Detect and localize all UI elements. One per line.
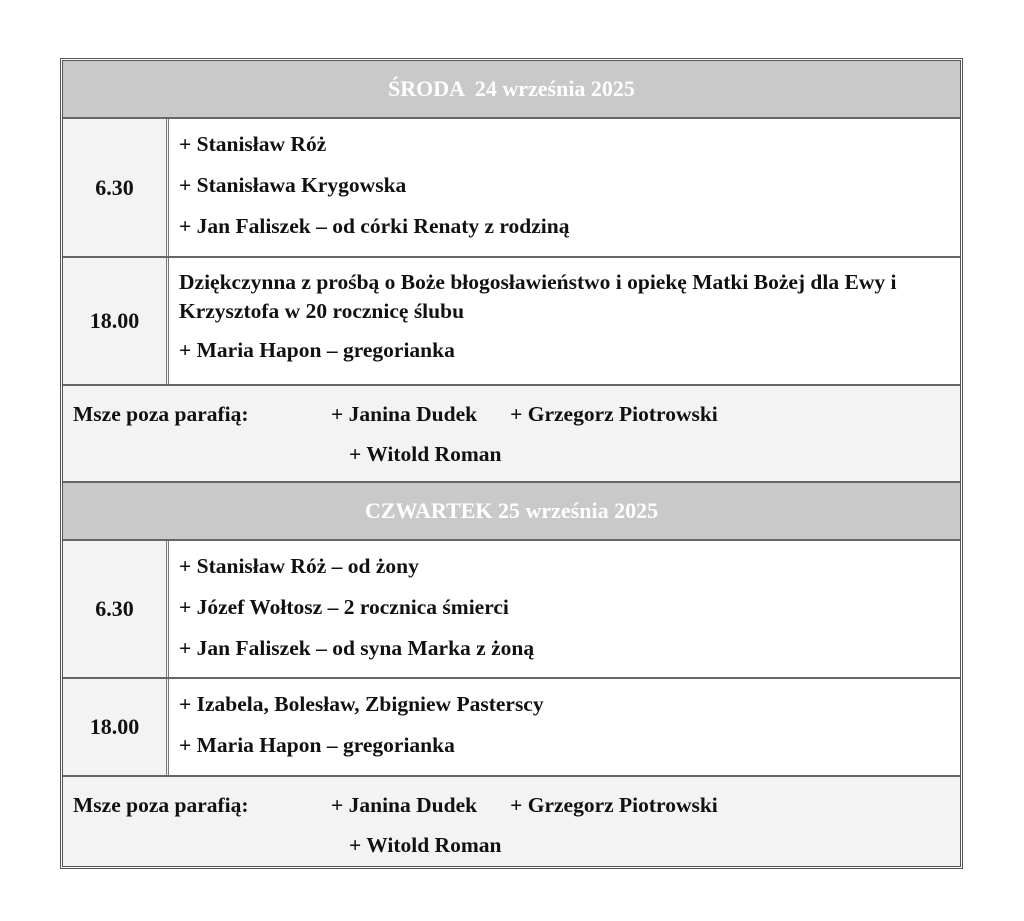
mass-time: 6.30 bbox=[63, 541, 169, 677]
intentions-list bbox=[169, 541, 960, 677]
outside-intention: + Witold Roman bbox=[349, 441, 502, 466]
intention: Dziękczynna z prośbą o Boże błogosławieństwo i opiekę Matki Bożej dla Ewy i Krzysztofa w 20 rocznicę ślubu bbox=[179, 270, 897, 323]
intention: + Maria Hapon – gregorianka bbox=[179, 733, 455, 757]
intentions-list bbox=[169, 679, 960, 775]
mass-time: 18.00 bbox=[63, 679, 169, 775]
outside-label: Msze poza parafią: bbox=[73, 401, 249, 426]
mass-row bbox=[63, 679, 960, 777]
outside-intention: + Janina Dudek bbox=[331, 401, 478, 426]
intention: + Stanisław Róż – od żony bbox=[179, 554, 419, 578]
intention: + Jan Faliszek – od syna Marka z żoną bbox=[179, 636, 535, 660]
intention: + Jan Faliszek – od córki Renaty z rodziną bbox=[179, 214, 570, 238]
masses-outside-parish bbox=[63, 777, 960, 866]
outside-intention: + Janina Dudek bbox=[331, 792, 478, 817]
day-header-wednesday: ŚRODA 24 września 2025 bbox=[63, 61, 960, 119]
mass-row bbox=[63, 258, 960, 386]
intention: + Izabela, Bolesław, Zbigniew Pasterscy bbox=[179, 692, 544, 716]
intentions-list bbox=[169, 258, 960, 384]
masses-outside-parish bbox=[63, 386, 960, 483]
intention: + Maria Hapon – gregorianka bbox=[179, 338, 455, 362]
mass-row bbox=[63, 119, 960, 258]
outside-intention: + Witold Roman bbox=[349, 832, 502, 857]
outside-intention: + Grzegorz Piotrowski bbox=[510, 792, 718, 817]
intentions-list bbox=[169, 119, 960, 256]
day-header-thursday: CZWARTEK 25 września 2025 bbox=[63, 483, 960, 541]
intention: + Józef Wołtosz – 2 rocznica śmierci bbox=[179, 595, 509, 619]
outside-intention: + Grzegorz Piotrowski bbox=[510, 401, 718, 426]
mass-row bbox=[63, 541, 960, 679]
outside-label: Msze poza parafią: bbox=[73, 792, 249, 817]
mass-schedule-table bbox=[60, 58, 963, 869]
mass-time: 6.30 bbox=[63, 119, 169, 256]
intention: + Stanisława Krygowska bbox=[179, 173, 407, 197]
mass-time: 18.00 bbox=[63, 258, 169, 384]
intention: + Stanisław Róż bbox=[179, 132, 327, 156]
